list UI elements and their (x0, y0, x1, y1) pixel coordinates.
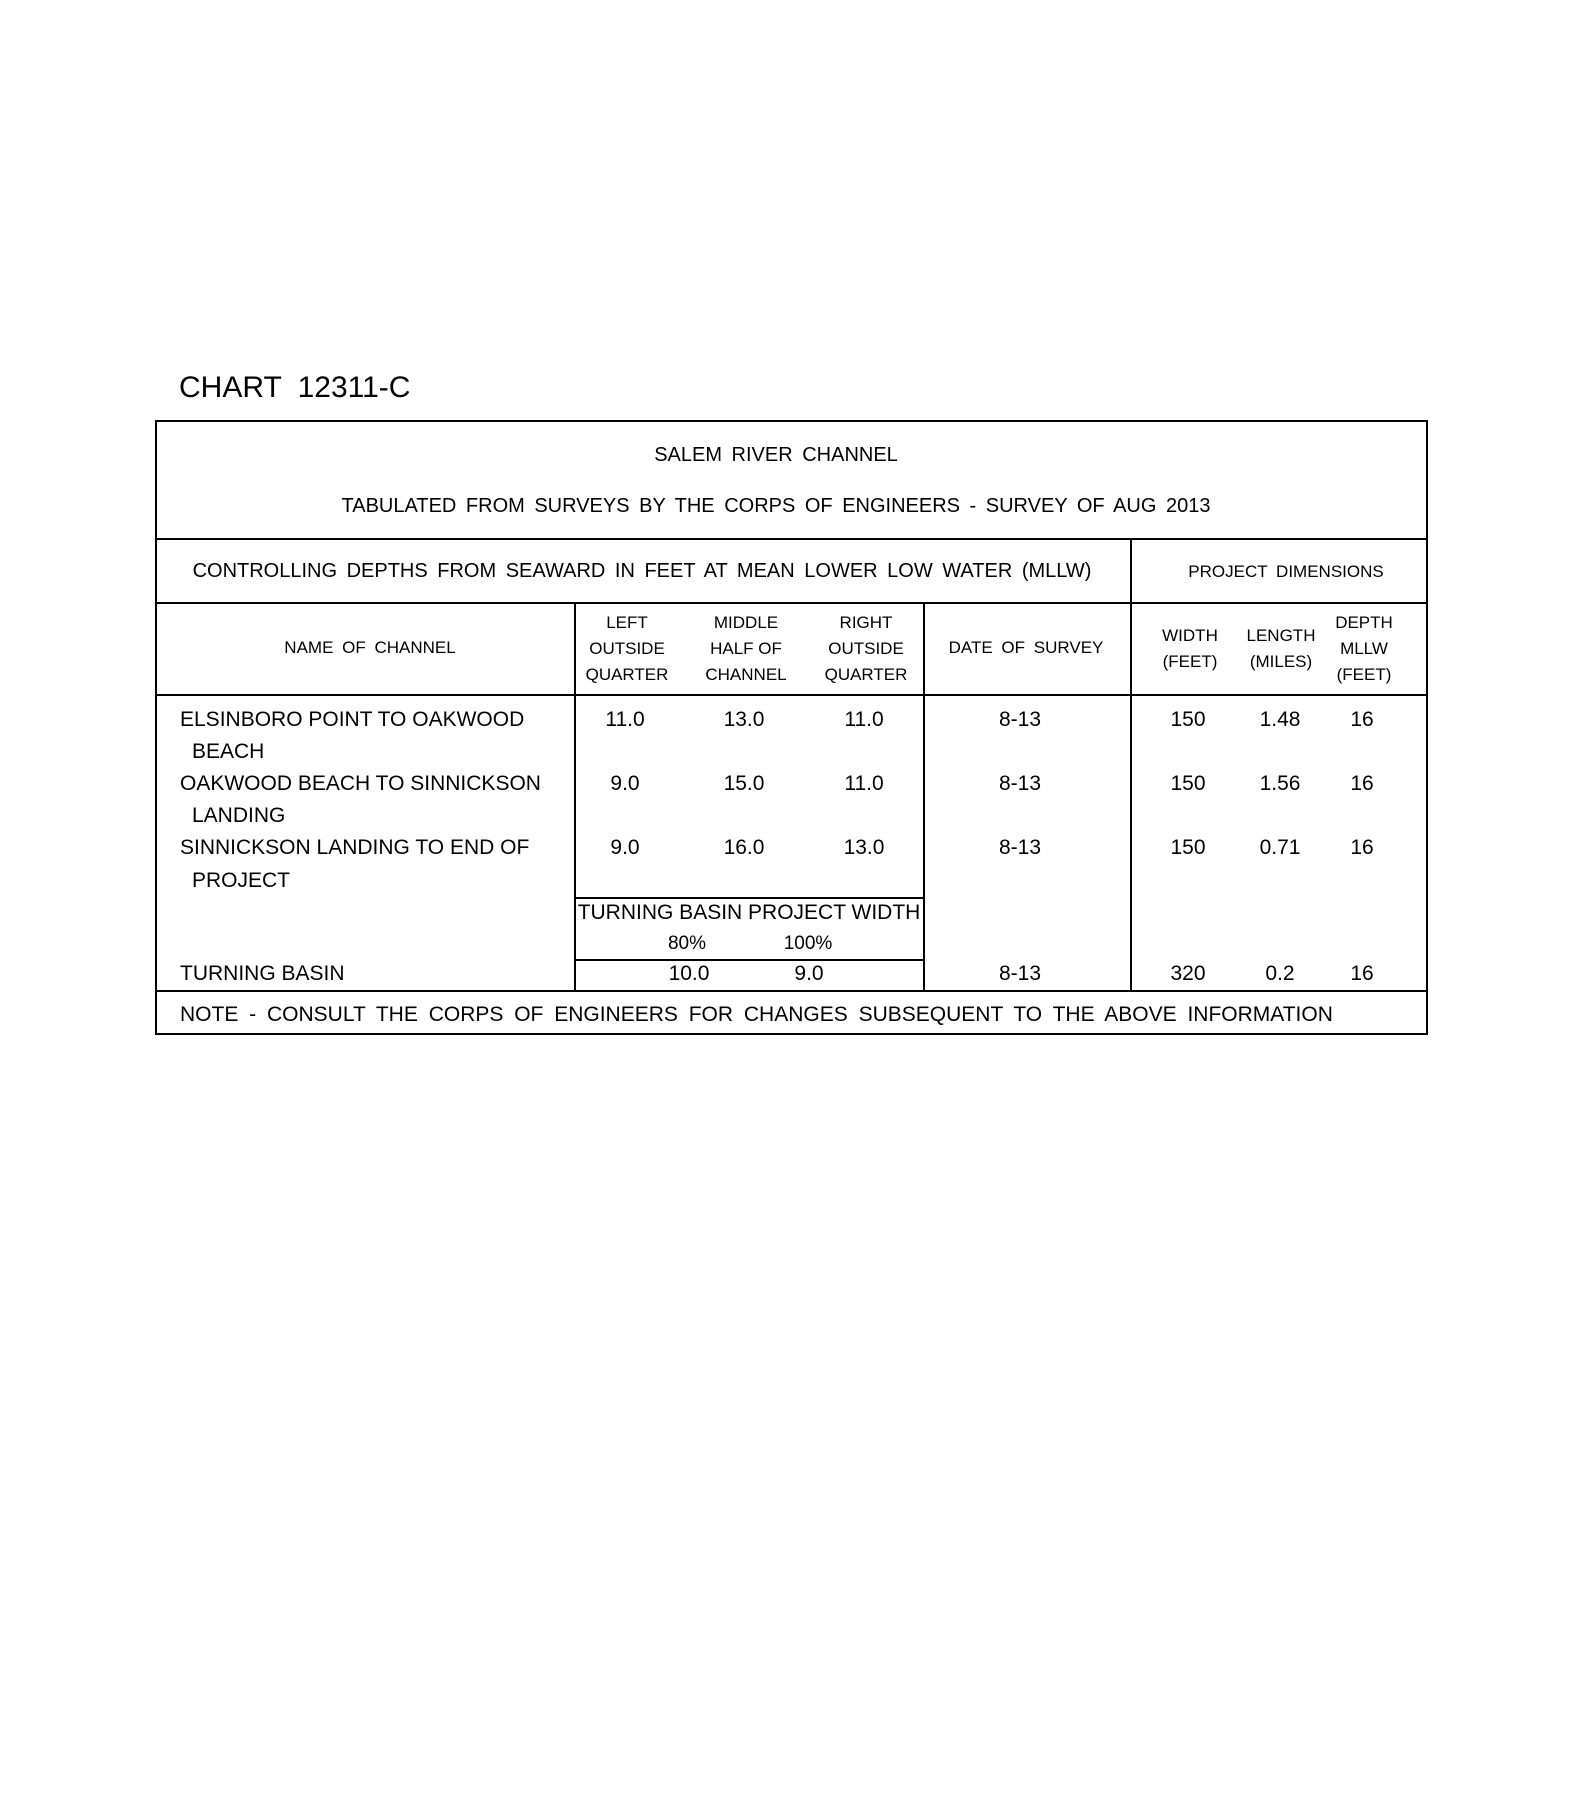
turning-basin-100-value: 9.0 (794, 962, 824, 985)
col-header-width: WIDTH (FEET) (1162, 626, 1218, 671)
turning-basin-width: 320 (1170, 962, 1206, 985)
turning-basin-100-label: 100% (783, 933, 833, 954)
channel-depth-table (155, 420, 1428, 1035)
turning-basin-header: TURNING BASIN PROJECT WIDTH (577, 901, 921, 924)
rule-above-note (157, 990, 1426, 992)
row-2-left: 9.0 (610, 772, 640, 795)
row-3-length: 0.71 (1259, 836, 1301, 859)
col-header-middle: MIDDLE HALF OF CHANNEL (705, 613, 787, 684)
row-1-name-line1: ELSINBORO POINT TO OAKWOOD (180, 708, 525, 731)
rule-below-column-header (157, 694, 1426, 696)
table-note: NOTE - CONSULT THE CORPS OF ENGINEERS FOR CHANGES SUBSEQUENT TO THE ABOVE INFORMATION (180, 1003, 1333, 1026)
row-2-middle: 15.0 (723, 772, 765, 795)
row-3-name-line1: SINNICKSON LANDING TO END OF (180, 836, 530, 859)
rule-turning-basin-mid (574, 959, 925, 961)
row-3-width: 150 (1170, 836, 1206, 859)
row-2-right: 11.0 (844, 772, 884, 795)
row-3-right: 13.0 (843, 836, 885, 859)
col-header-date: DATE OF SURVEY (948, 638, 1104, 657)
turning-basin-80-label: 80% (667, 933, 707, 954)
rule-turning-basin-top (574, 897, 925, 899)
col-header-name: NAME OF CHANNEL (284, 638, 456, 657)
project-dimensions-header: PROJECT DIMENSIONS (1188, 562, 1384, 581)
turning-basin-name: TURNING BASIN (180, 962, 345, 985)
row-3-name-line2: PROJECT (192, 869, 291, 892)
controlling-depths-header: CONTROLLING DEPTHS FROM SEAWARD IN FEET AT MEAN LOWER LOW WATER (MLLW) (192, 560, 1092, 582)
row-2-length: 1.56 (1259, 772, 1301, 795)
chart-title: CHART 12311-C (179, 371, 411, 404)
table-title: SALEM RIVER CHANNEL (654, 444, 898, 466)
row-1-width: 150 (1170, 708, 1206, 731)
col-header-left: LEFT OUTSIDE QUARTER (585, 613, 669, 684)
col-header-depth: DEPTH MLLW (FEET) (1335, 613, 1393, 684)
turning-basin-depth: 16 (1350, 962, 1374, 985)
row-1-right: 11.0 (844, 708, 884, 731)
turning-basin-length: 0.2 (1265, 962, 1295, 985)
row-1-name-line2: BEACH (192, 740, 265, 763)
row-3-date: 8-13 (998, 836, 1042, 859)
row-3-depth: 16 (1350, 836, 1374, 859)
row-3-left: 9.0 (610, 836, 640, 859)
rule-below-group-header (157, 602, 1426, 604)
row-1-middle: 13.0 (723, 708, 765, 731)
row-2-name-line1: OAKWOOD BEACH TO SINNICKSON (180, 772, 541, 795)
rule-below-title (157, 538, 1426, 540)
row-2-depth: 16 (1350, 772, 1374, 795)
row-1-date: 8-13 (998, 708, 1042, 731)
col-header-right: RIGHT OUTSIDE QUARTER (824, 613, 908, 684)
row-3-middle: 16.0 (723, 836, 765, 859)
row-1-length: 1.48 (1259, 708, 1301, 731)
rule-after-depths (923, 602, 925, 990)
row-1-left: 11.0 (605, 708, 645, 731)
col-header-length: LENGTH (MILES) (1246, 626, 1316, 671)
table-subtitle: TABULATED FROM SURVEYS BY THE CORPS OF ENGINEERS - SURVEY OF AUG 2013 (341, 495, 1211, 517)
rule-after-date (1130, 538, 1132, 990)
row-1-depth: 16 (1350, 708, 1374, 731)
row-2-date: 8-13 (998, 772, 1042, 795)
rule-after-name (574, 602, 576, 990)
row-2-name-line2: LANDING (192, 804, 286, 827)
turning-basin-80-value: 10.0 (668, 962, 710, 985)
row-2-width: 150 (1170, 772, 1206, 795)
turning-basin-date: 8-13 (998, 962, 1042, 985)
